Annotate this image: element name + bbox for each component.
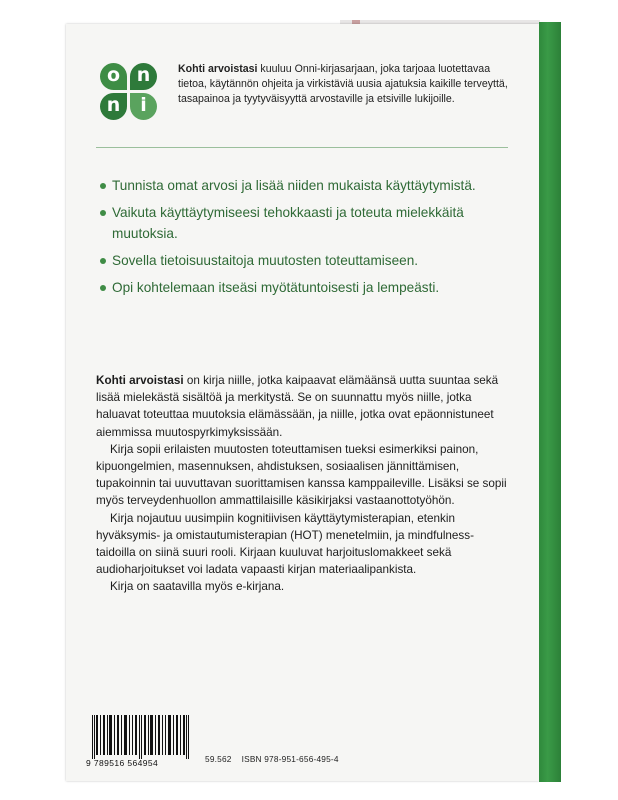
logo-letter-i: i [130, 93, 157, 120]
bullet-dot-icon [100, 210, 106, 216]
bullet-dot-icon [100, 183, 106, 189]
description-paragraph-3: Kirja nojautuu uusimpiin kognitiivisen käyttäytymisterapian, etenkin hyväksymis- ja omistautumisterapian (HOT) menetelmiin, ja mindfulness-taidoilla on siinä suuri rooli. Kirjaan kuuluvat harjoituslomakkeet sekä audioharjoitukset voi ladata vapaasti kirjan materiaalipankista. [96, 511, 475, 577]
description-paragraph-1 [96, 372, 508, 441]
description-title: Kohti arvoistasi [96, 374, 184, 387]
description-paragraph-2: Kirja sopii erilaisten muutosten toteuttamisen tueksi esimerkiksi painon, kipuongelmien, masennuksen, ahdistuksen, sosiaalisen jännittämisen, tupakoinnin tai uuvuttavan suorittamisen kanssa kamppaileville. Lisäksi se sopii myös terveydenhuollon ammattilaisille käsikirjaksi vastaanottotyöhön. [96, 442, 507, 508]
barcode-bars [86, 715, 194, 759]
logo-letter-n: n [130, 63, 157, 90]
onni-logo [100, 63, 158, 121]
bullet-text: Vaikuta käyttäytymiseesi tehokkaasti ja toteuta mielekkäitä muutoksia. [112, 205, 464, 241]
description-paragraph-4: Kirja on saatavilla myös e-kirjana. [110, 580, 285, 594]
bullet-dot-icon [100, 258, 106, 264]
logo-letter-o: o [100, 63, 127, 90]
isbn: ISBN 978-951-656-495-4 [241, 754, 339, 764]
intro-text: kuuluu Onni-kirjasarjaan, joka tarjoaa luotettavaa tietoa, käytännön ohjeita ja virkistäviä uusia ajatuksia kaikille terveyttä, tasapainoa ja tyytyväisyyttä arvostaville ja etsiville lukijoille. [178, 63, 508, 106]
bullet-item [100, 250, 510, 271]
intro-title: Kohti arvoistasi [178, 63, 258, 75]
description-text-1: on kirja niille, jotka kaipaavat elämäänsä uutta suuntaa sekä lisää mielekästä sisältöä ja merkitystä. Se on suunnattu myös niille, jotka haluavat toteuttaa muutoksia elämässään, ja niille, jotka ovat epäonnistuneet aiemmissa muutospyrkimyksissään. [96, 374, 499, 439]
bullet-text: Sovella tietoisuustaitoja muutosten toteuttamiseen. [112, 253, 419, 268]
book-spine [539, 22, 561, 782]
bullet-item [100, 202, 510, 244]
barcode [86, 715, 194, 771]
bullet-list [100, 175, 510, 304]
bullet-text: Tunnista omat arvosi ja lisää niiden mukaista käyttäytymistä. [112, 178, 476, 193]
bullet-dot-icon [100, 285, 106, 291]
bullet-item [100, 175, 510, 196]
classification-codes [205, 754, 349, 764]
bullet-item [100, 277, 510, 298]
series-intro [178, 62, 508, 108]
logo-letter-n-2: n [100, 93, 127, 120]
class-code: 59.562 [205, 754, 232, 764]
bullet-text: Opi kohtelemaan itseäsi myötätuntoisesti ja lempeästi. [112, 280, 440, 295]
divider [96, 147, 508, 148]
description [96, 372, 508, 596]
barcode-number: 9 789516 564954 [86, 758, 159, 768]
